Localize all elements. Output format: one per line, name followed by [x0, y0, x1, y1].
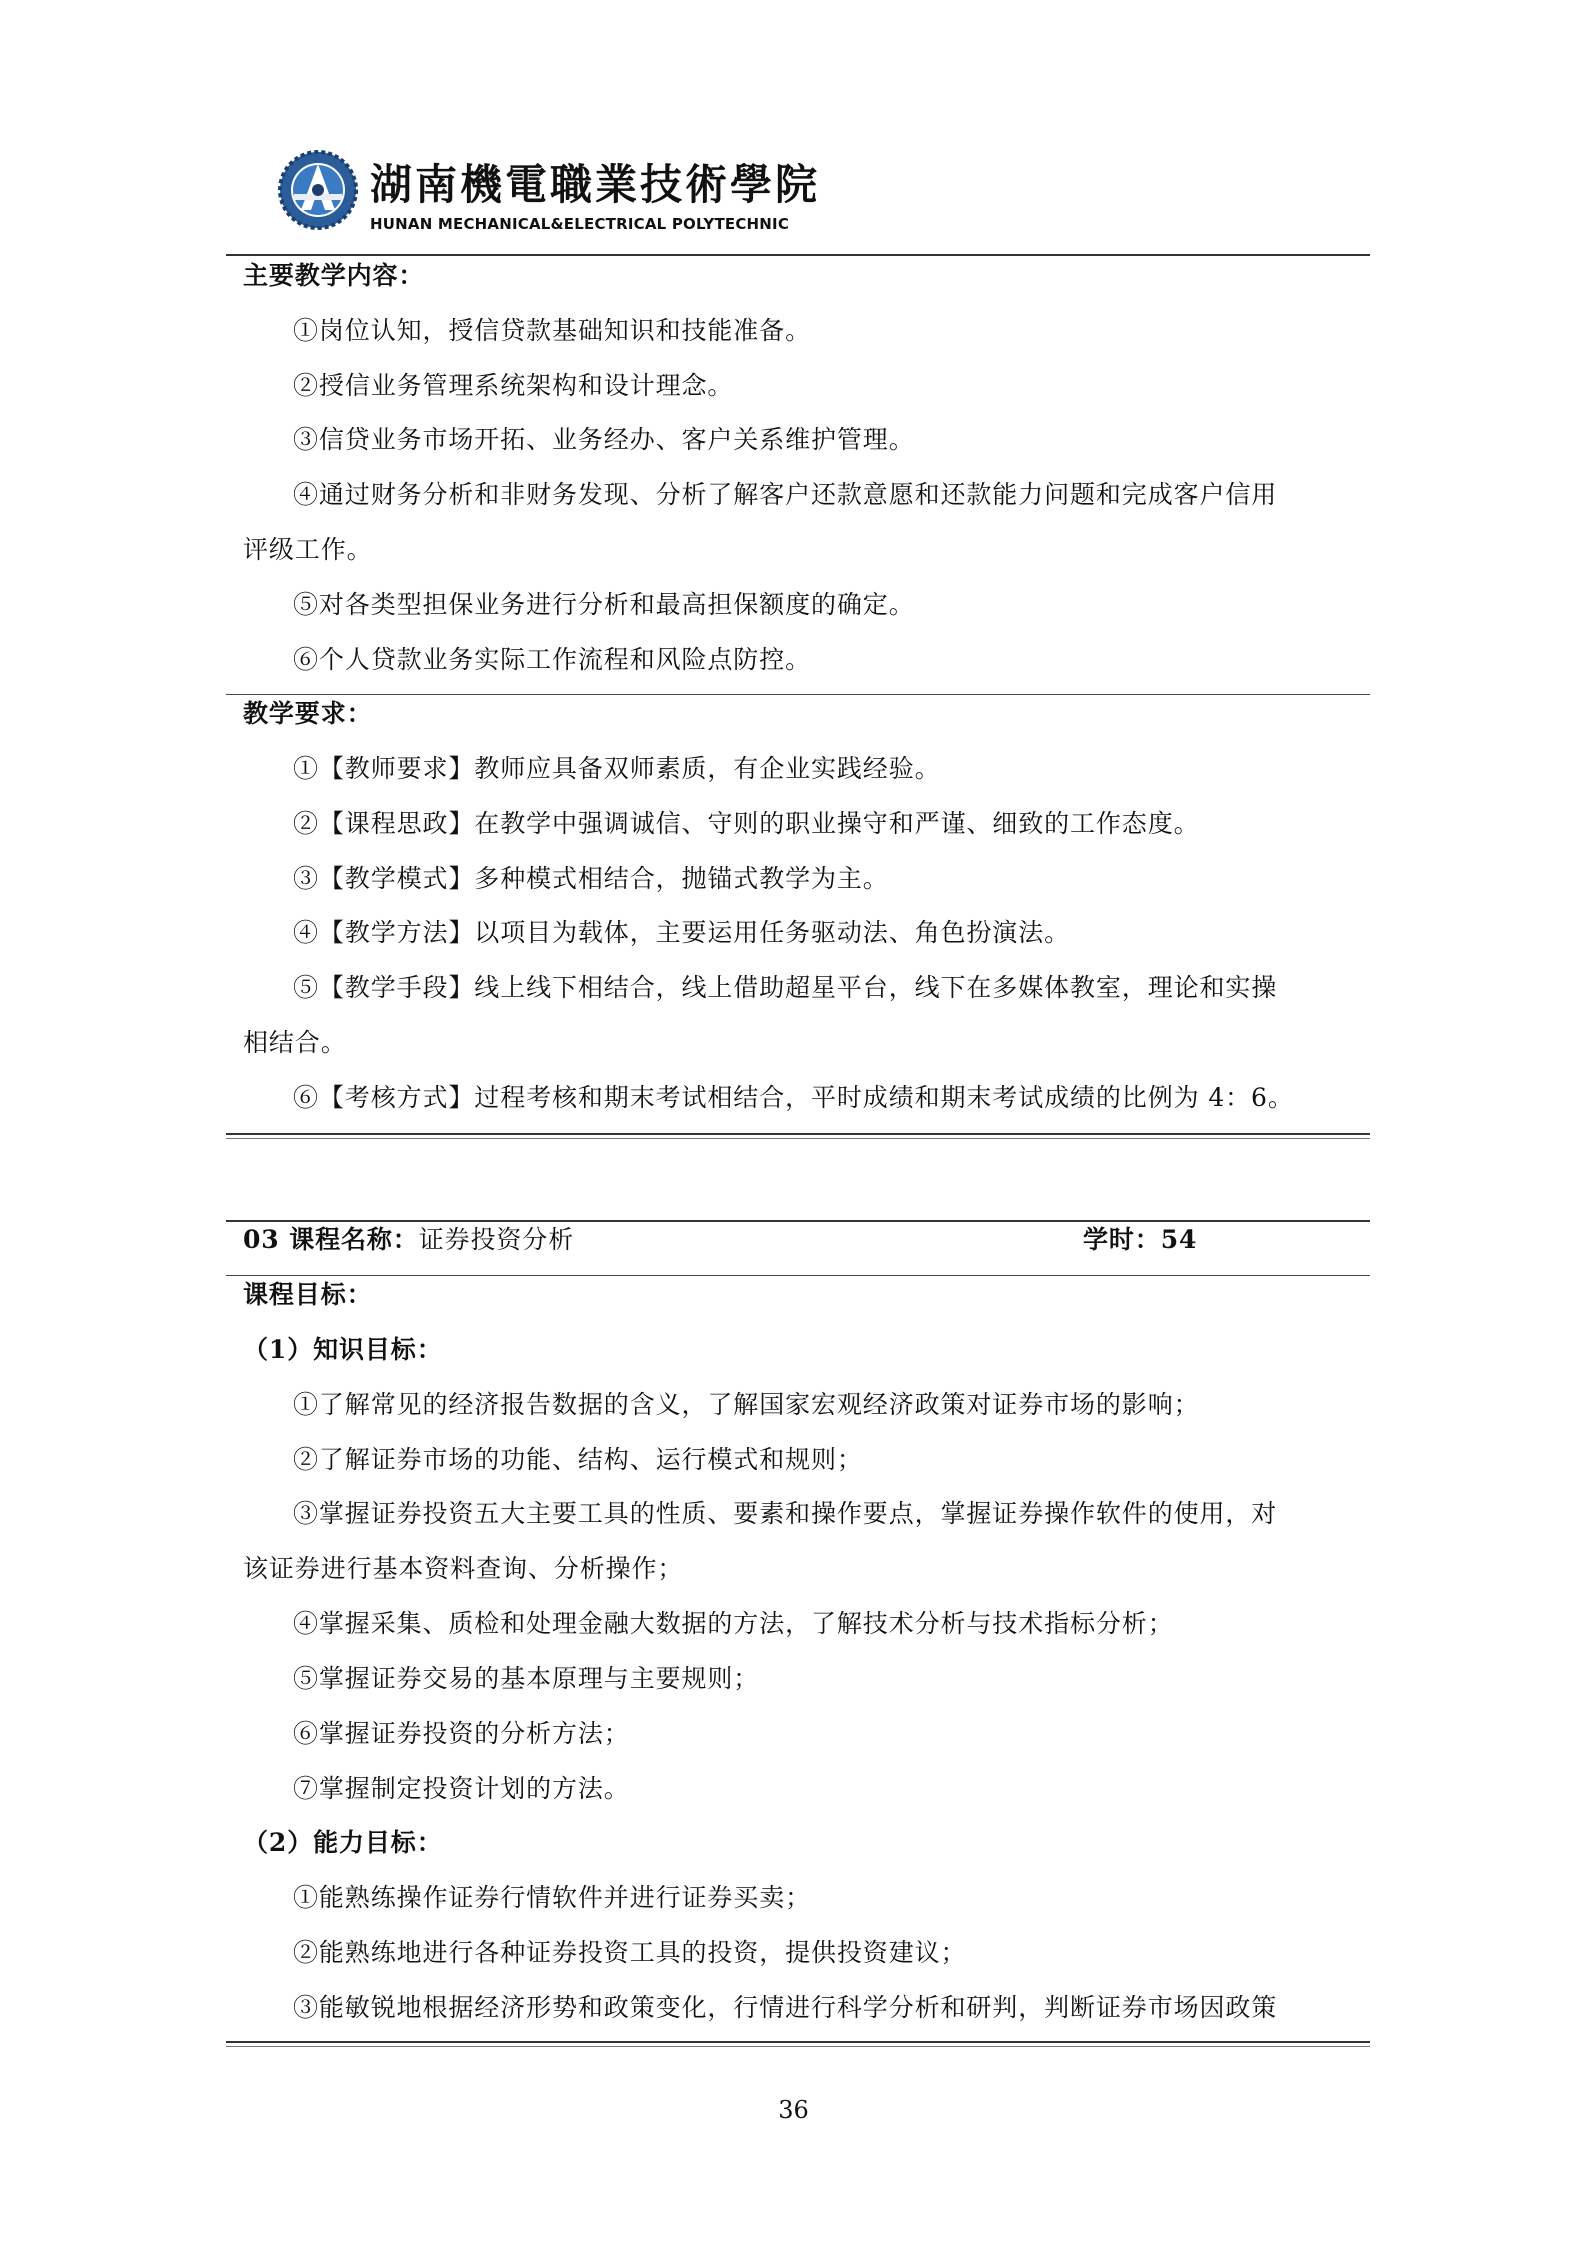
- knowledge-item: ①了解常见的经济报告数据的含义，了解国家宏观经济政策对证券市场的影响；: [293, 1390, 1200, 1419]
- knowledge-item: ⑤掌握证券交易的基本原理与主要规则；: [293, 1664, 760, 1693]
- content-item: ③信贷业务市场开拓、业务经办、客户关系维护管理。: [293, 425, 915, 454]
- knowledge-item: ⑥掌握证券投资的分析方法；: [293, 1719, 630, 1748]
- table-top-border: [226, 1220, 1370, 1222]
- ability-item: ②能熟练地进行各种证券投资工具的投资，提供投资建议；: [293, 1938, 967, 1967]
- page-number: 36: [778, 2096, 809, 2124]
- content-item: ①岗位认知，授信贷款基础知识和技能准备。: [293, 316, 812, 345]
- section-divider: [226, 694, 1370, 695]
- content-heading: 主要教学内容：: [243, 261, 425, 290]
- table-bottom-border: [226, 1133, 1370, 1139]
- knowledge-item: ④掌握采集、质检和处理金融大数据的方法，了解技术分析与技术指标分析；: [293, 1609, 1174, 1638]
- content-item: ②授信业务管理系统架构和设计理念。: [293, 371, 734, 400]
- school-emblem-icon: [278, 150, 358, 230]
- header-divider: [226, 254, 1370, 256]
- requirement-item: ②【课程思政】在教学中强调诚信、守则的职业操守和严谨、细致的工作态度。: [293, 809, 1200, 838]
- ability-item: ③能敏锐地根据经济形势和政策变化，行情进行科学分析和研判，判断证券市场因政策: [293, 1993, 1278, 2022]
- content-item: ⑤对各类型担保业务进行分析和最高担保额度的确定。: [293, 590, 915, 619]
- requirements-heading: 教学要求：: [243, 699, 373, 728]
- requirement-item: ①【教师要求】教师应具备双师素质，有企业实践经验。: [293, 754, 941, 783]
- knowledge-item-continued: 该证券进行基本资料查询、分析操作；: [243, 1554, 684, 1583]
- content-item: ⑥个人贷款业务实际工作流程和风险点防控。: [293, 645, 812, 674]
- course-name-label: 03 课程名称：: [243, 1225, 419, 1254]
- ability-item: ①能熟练操作证券行情软件并进行证券买卖；: [293, 1883, 812, 1912]
- content-item-continued: 评级工作。: [243, 535, 373, 564]
- page-bottom-border: [226, 2041, 1370, 2047]
- course-hours-label: 学时：: [1083, 1225, 1161, 1254]
- goal-heading: 课程目标：: [243, 1280, 373, 1309]
- course-hours: [1083, 1223, 1197, 1257]
- ability-heading: （2）能力目标：: [243, 1828, 443, 1857]
- requirement-item-continued: 相结合。: [243, 1028, 347, 1057]
- school-name-en: HUNAN MECHANICAL&ELECTRICAL POLYTECHNIC: [370, 215, 790, 233]
- knowledge-item: ③掌握证券投资五大主要工具的性质、要素和操作要点，掌握证券操作软件的使用，对: [293, 1499, 1278, 1528]
- row-divider: [226, 1275, 1370, 1276]
- requirement-item: ③【教学模式】多种模式相结合，抛锚式教学为主。: [293, 864, 889, 893]
- knowledge-item: ②了解证券市场的功能、结构、运行模式和规则；: [293, 1445, 863, 1474]
- course-hours-value: 54: [1160, 1225, 1198, 1254]
- school-name-cn: 湖南機電職業技術學院: [370, 160, 821, 209]
- requirement-item: ④【教学方法】以项目为载体，主要运用任务驱动法、角色扮演法。: [293, 918, 1071, 947]
- content-item: ④通过财务分析和非财务发现、分析了解客户还款意愿和还款能力问题和完成客户信用: [293, 480, 1278, 509]
- knowledge-item: ⑦掌握制定投资计划的方法。: [293, 1774, 630, 1803]
- course-name-value: 证券投资分析: [418, 1225, 575, 1254]
- knowledge-heading: （1）知识目标：: [243, 1335, 443, 1364]
- requirement-item: ⑥【考核方式】过程考核和期末考试相结合，平时成绩和期末考试成绩的比例为 4：6。: [293, 1083, 1294, 1112]
- course-name-row: [243, 1223, 574, 1257]
- requirement-item: ⑤【教学手段】线上线下相结合，线上借助超星平台，线下在多媒体教室，理论和实操: [293, 973, 1278, 1002]
